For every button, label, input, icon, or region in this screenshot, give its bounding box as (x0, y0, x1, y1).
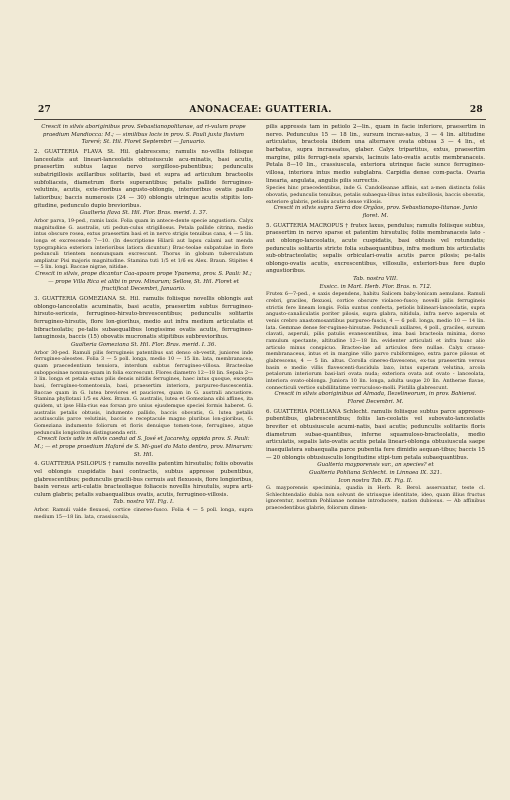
right-column-paragraph: Species hinc praecedentibus, inde G. Candolleanae affinis, sat a-men distincta foliis obovatis, pedunculis tenuibus, petalis subaequa-libus intus subvillosis, baccis obovatis, exteriore glabris, petiolis acutis dense villosis. (266, 185, 485, 205)
left-column-paragraph: Arbor. Ramuli valde flexuosi, cortice cinereo-fusco. Folia 4 — 5 poll. longa, supra medium 15—18 lin. lata, crassiuscula, (34, 507, 253, 520)
header-rule (34, 119, 486, 120)
left-column-paragraph: 4. GUATTERIA PSILOPUS † ramulis novellis patentim hirsutulis; foliis obovatis vel oblongis cuspidatis basi contractis, subtus appresse pubentibus, glabrescentibus; pedunculis gracili-bus cernuis aut flexuosis, flore longioribus, basin versus arti-culatis bracteolisque foliaceis novellis hirsutulis, supra arti-culum glabris; petalis subaequalibus ovatis, acutis, ferrugineo-villosis. (34, 461, 253, 498)
right-column-paragraph: 5. GUATTERIA MACROPUS † frutex laxus, pendulus; ramulis foliisque subtus, praesertim in nervo sparse et patentim hirsutulis; foliis membranaceis lato - aut oblongo-lanceolatis, acute cuspidatis, basi obtusis vel rotundatis; pedunculis solitariis stricte folia subaequantibus, infra medium bis articulatis sub-obtracteolatis; sepalis orbiculari-ovatis acutis parce pilosis; pe-talis oblongo-ovatis acutis, excrescentibus, villosulis, exteriori-bus fere duplo angustioribus. (266, 222, 485, 275)
right-column (266, 124, 485, 512)
left-column-paragraph: Arbor 30-ped. Ramuli pilis ferrugineis patentibus sat denso ob-vestit, juniores inde ferrugineo-aleostes. Folia 3 — 5 poll. longa, medio 10 — 15 lin. lata, membranacea, quam praecedentium tenuiora, interdum subtus ferrugineo-villosa. Bracteolae subopposinae nonnun-quam in folia excrescunt. Flores diametro 12—18 lin. Sepala 2—3 lin. longa et petala extus pilis densis nitidis ferrugines, haec intus quoque, excepta basi, ferrugineo-tomentosula, basi, praesertim interiora, purpureo-fuscescentia. Baccae quam in G. lutea breviores et pauciores, quam in G. australi ancustiore. Stamina phyllotaxi 1/5 ex Alex. Braun. G. australis, lutea et Gomeziana sibi affines, ita quidem, ut ipse Hila-rius eas forsan pro unius ejusdemque speciei formis haberet. G. australis petalis obtusis, indumento pallido, baccis obovatis, G. lutea petalis acutiusculis parce velutinis, baccis e receptacule magno pluribus lon-gioribus, G. Gomeziana indumento foliorum et floris denuique tomen-tose, ferrugineo, atque pedunculis longioribus distinguenda erit. (34, 349, 253, 436)
left-column-paragraph: Tab. nostra VII. Fig. I. (113, 499, 174, 506)
page-number-right: 28 (469, 105, 483, 115)
right-column-paragraph: Gualteria mayporensis var., an species? et (317, 462, 434, 469)
left-column-paragraph: 2. GUATTERIA FLAVA St. Hil. glabrescens; ramulis no-vellis foliisque lanceolatis aut lineari-lanceolatis obtusiuscule acu-minatis, basi acutis, praesertim subtus laque nervo sorgilloso-pubentibus; pedunculis subatrigillosis axillaribus solitariis, basi et supra ad articulum bracteolis subfoliaceis, diametrum floris superantibus; petalis pallide ferrugineo-velutinis, acutis, exte-rioribus angusto-oblongis, interioribus ovatis paullo latioribus; baccis numerosis (24 — 30) oblongis utrinque acutis stipitis lon-gitudine, pedunculo dupio brevioribus. (34, 148, 253, 209)
right-column-paragraph: Frutex 6—7-ped., e saxis dependens, habitu Salicem baby-lonicam aemulans. Ramuli crebri, graciles, flexuosi, cortice obscure violaceo-fusco; novelli pilis ferrugineis strictis fere lineam longis. Folia suntus confecta, petiolis bilineari-lanceolatis, supra angusto-canaliculatis poriter pilosis, supra glabra, nitidula, infra nervo asperula et venis crebro anastomosantibus purpureo-fuscis, 4 — 6 poll. longa, medio 10 — 14 lin. lata. Gemmae dense fer-rugineo-hirsutae. Pedunculi axillares, 4 poll., graciles, sursum clavati, asperuli, pilis patulis evanescentibus, ima basi bracteola minima, dorso ramulum spectante, altitudine 12—18 lin. evidenter articulati et infra hunc alio articulo minus conspicuo. Bracteo-lae ad articulos fere nullae. Calyx crasso-membranaceus, intus et in margine villo parvo rubiformigeo, extra parce pilosus et glabrescens, 4 — 5 lin. altus. Corolla cinereo-flavescens, ex-tus praesertim versus basin e medio villis flavescenti-fuscidula laxo, intus superam velutina, arcola petalorum interiorum basi-lari ovata nuda; exteriora ovata aut ovato - lanceolata, interiora ovato-oblonga. Juniora 10 lin. longa, adulta usque 20 lin. Antherae flavae, connecticuli vertice subdilitatime verruculoso-molli. Pistilla glabrescunt. (266, 291, 485, 391)
left-column-paragraph: 3. GUATTERIA GOMEZIANA St. Hil. ramulis foliisque novellis oblongis aut oblongo-lanceolatis acuminatis, basi acutis, praesertim subtus ferrugineo-hirsuto-sericeis, ferrugineo-hirsuto-brevescentibus; pedunculis solitariis ferrugineo-hirsutis, flore lon-giorihus, medio aut infra medium articulatis et bibracteolatis; pe-talis subaequalibus longissime ovatis acutis, ferrugineo-lanuginosis, baccis (15) obovatis mucronatis stipitibus subbreviorihus. (34, 296, 253, 341)
running-title: ANONACEAE: GUATTERIA. (189, 105, 332, 115)
right-column-paragraph: Crescit in silvis supra Serra dos Orgãos, prov. Sebastianopo-litanae. Junio floret. M. (273, 205, 478, 219)
page-number-left: 27 (38, 105, 52, 115)
right-column-paragraph: G. mayporensis speciminia, quadia in Herb. R. Berol. asservantur, teste cl. Schlechtendalio dubia non solvunt de utriusque identitate, ideo, quam illius fructus ignorentur, nostram Pohlianae nomine introducere, nation dubiosus. — Ab affinibus praecedentibus glabrie, foliorum dimen- (266, 485, 485, 512)
right-column-paragraph: pilis appressis tam in petiolo 2—lin., quam in facie inferiore, praesertim in nervo. Pedunculus 15 — 18 lin., sursum incras-satus, 3 — 4 lin. altitudine articulatus, bracteola ibidem una alternave ovata obtusa 3 — 4 lin., et barbatus, supra incrassatus, glaber. Calyx tripartitus, extus, praesertim margine, pilis ferrugi-neis sparsis, lacinuis lato-ovatis acutis membranaceis. Petala 8—10 lin., crassiuscula, exteriora utrinque facie sunce ferrugineo-villosa, interiora intus medio subglabra. Carpidia dense com-pacta. Ovaria linearia, angulata, angulis pilis surrectis. (266, 124, 485, 184)
right-column-paragraph: Crescit in silvis aboriginibus ad Almada, Ilezelineorum, in prov. Bahiensi. Floret Decembri. M. (274, 391, 477, 405)
left-column-paragraph: Gualteria Gomeziana St. Hil. Flor. Bras. merid. I. 36. (70, 342, 217, 349)
left-column (34, 124, 253, 520)
left-column-paragraph: Arbor parva, 19-ped., ramis laxis. Folia quam in antece-dente specie angustiora. Calyx magnitudine G. australis, uti pedun-culus strigillosus. Petala pallide citrina, medio intus obscure rosea, extus praesertim basi et in nervo strigis tenuibus cana, 4 — 5 lin. longa et excrescendo 7—10. (In descriptione Hilarii aut lapsu calami aut menda typographica exteriora interioribus latiora dicuntur.) Brac-teolae subpatulae in flore pedunculi trientem nonnunquam excrescunt. Thorus in globum tuberculatum ampliatur Pisi majoris magnitudine. Stamina tuti 1/5 et 1/6 ex Alex. Braun. Stipites 4 — 5 lin. longi. Baccae nigrae, nitidae. (34, 217, 253, 271)
right-column-paragraph: Tab. nostra VIII. (353, 276, 398, 283)
right-column-paragraph: 6. GUATTERIA POHLIANA Schlecht. ramulis foliisque subtus parce appresso-pubentibus, glabrescentibus; foliis lan-ceolatis vel subovato-lanceolatis breviter et obtusiuscule acumi-natis, basi acutis; pedunculis solitariis floris diametrum subae-quantibus, inferne squamuloso-bracteolatis, medio articulatis, sepalis lato-ovatis acutis petala lineari-oblonga obtusiuscula saepe inaequilatera subaequalia parce pubentia fere dimidio aequan-tibus; baccis 15 — 20 oblongis obtusiusculis longitudine stipi-tum petala subaequantibus. (266, 408, 485, 461)
running-header (38, 105, 483, 119)
left-column-paragraph: Crescit in silvis aboriginibus prov. Sebastianopolitanae, ad ri-vulum prope praedium Mandiocca: M.; — similibus locis in prov. S. Pauli juxta fluvium Tareré; St. Hil. Floret Septembri — Januario. (41, 124, 246, 146)
right-column-paragraph: Exsicc. in Mart. Herb. Flor. Bras. n. 712. (319, 283, 432, 290)
right-column-paragraph: Icon nostra Tab. IX. Fig. II. (338, 477, 413, 484)
right-column-paragraph: Gualteria Pohliana Schlecht. in Linnaea IX. 321. (309, 469, 442, 476)
left-column-paragraph: Crescit in silvis, prope dicantur Caa-apoam prope Ypanema, prov. S. Pauli: M.; — prope Villa Rica et alibi in prov. Minarum; Sellow, St. Hil. Floret et fructificat Decembri, Januario. (35, 271, 252, 293)
left-column-paragraph: Gualteria flava St. Hil. Flor. Bras. merid. I. 37. (79, 210, 208, 217)
left-column-paragraph: Crescit locis udis in silvis caedui ad S. José et Jacarehy, oppida prov. S. Pauli: M.; — et prope praedium Hafaré de S. Mi-guel do Mato dentro, prov. Minarum: St. Hil. (34, 436, 253, 458)
